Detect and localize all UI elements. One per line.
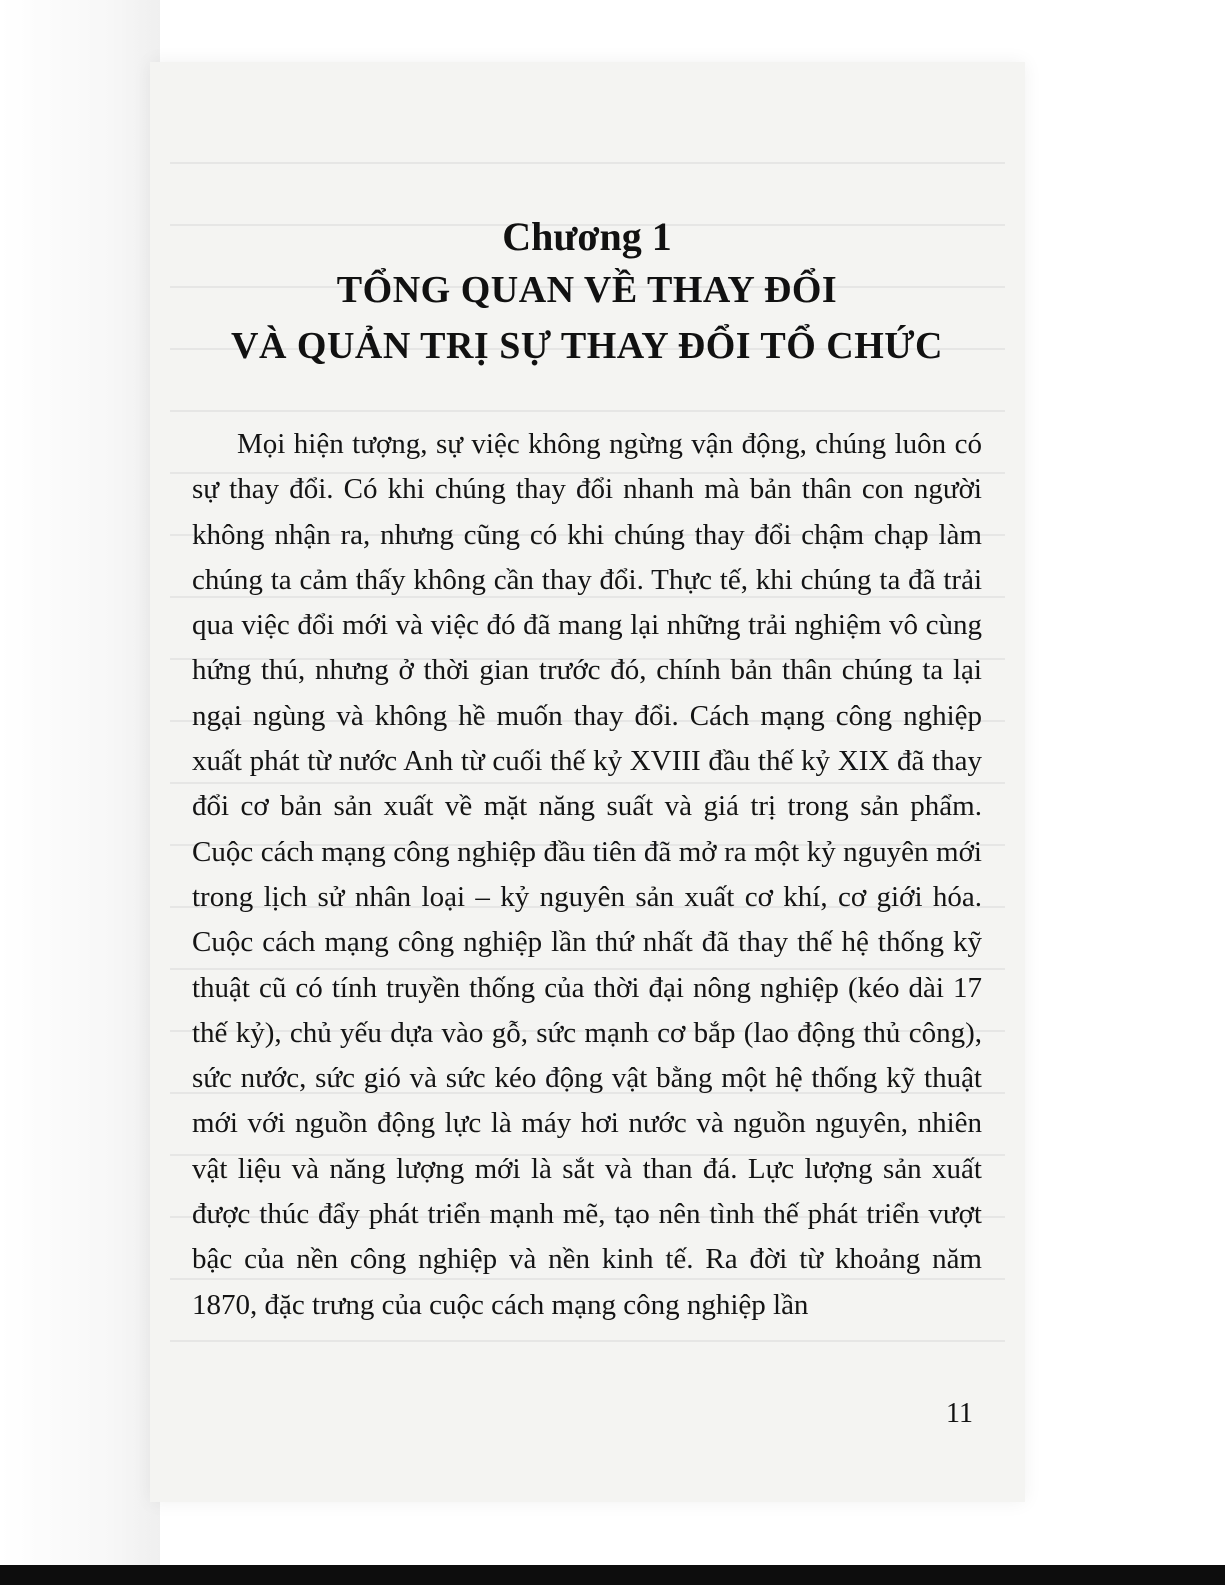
scan-bottom-edge [0,1565,1225,1585]
page-content [192,212,982,1328]
chapter-title-line-2: VÀ QUẢN TRỊ SỰ THAY ĐỔI TỔ CHỨC [231,325,943,367]
scan-left-margin [0,0,160,1585]
chapter-label: Chương 1 [502,214,672,259]
body-paragraph: Mọi hiện tượng, sự việc không ngừng vận động, chúng luôn có sự thay đổi. Có khi chúng thay đổi nhanh mà bản thân con người không nhận ra, nhưng cũng có khi chúng thay đổi chậm chạp làm chúng ta cảm thấy không cần thay đổi. Thực tế, khi chúng ta đã trải qua việc đổi mới và việc đó đã mang lại những trải nghiệm vô cùng hứng thú, nhưng ở thời gian trước đó, chính bản thân chúng ta lại ngại ngùng và không hề muốn thay đổi. Cách mạng công nghiệp xuất phát từ nước Anh từ cuối thế kỷ XVIII đầu thế kỷ XIX đã thay đổi cơ bản sản xuất về mặt năng suất và giá trị trong sản phẩm. Cuộc cách mạng công nghiệp đầu tiên đã mở ra một kỷ nguyên mới trong lịch sử nhân loại – kỷ nguyên sản xuất cơ khí, cơ giới hóa. Cuộc cách mạng công nghiệp lần thứ nhất đã thay thế hệ thống kỹ thuật cũ có tính truyền thống của thời đại nông nghiệp (kéo dài 17 thế kỷ), chủ yếu dựa vào gỗ, sức mạnh cơ bắp (lao động thủ công), sức nước, sức gió và sức kéo động vật bằng một hệ thống kỹ thuật mới với nguồn động lực là máy hơi nước và nguồn nguyên, nhiên vật liệu và năng lượng mới là sắt và than đá. Lực lượng sản xuất được thúc đẩy phát triển mạnh mẽ, tạo nên tình thế phát triển vượt bậc của nền công nghiệp và nền kinh tế. Ra đời từ khoảng năm 1870, đặc trưng của cuộc cách mạng công nghiệp lần [192,428,982,1321]
page-number: 11 [946,1398,973,1429]
chapter-title-line-1: TỔNG QUAN VỀ THAY ĐỔI [336,269,838,311]
book-page [150,62,1025,1502]
chapter-heading [192,212,982,374]
